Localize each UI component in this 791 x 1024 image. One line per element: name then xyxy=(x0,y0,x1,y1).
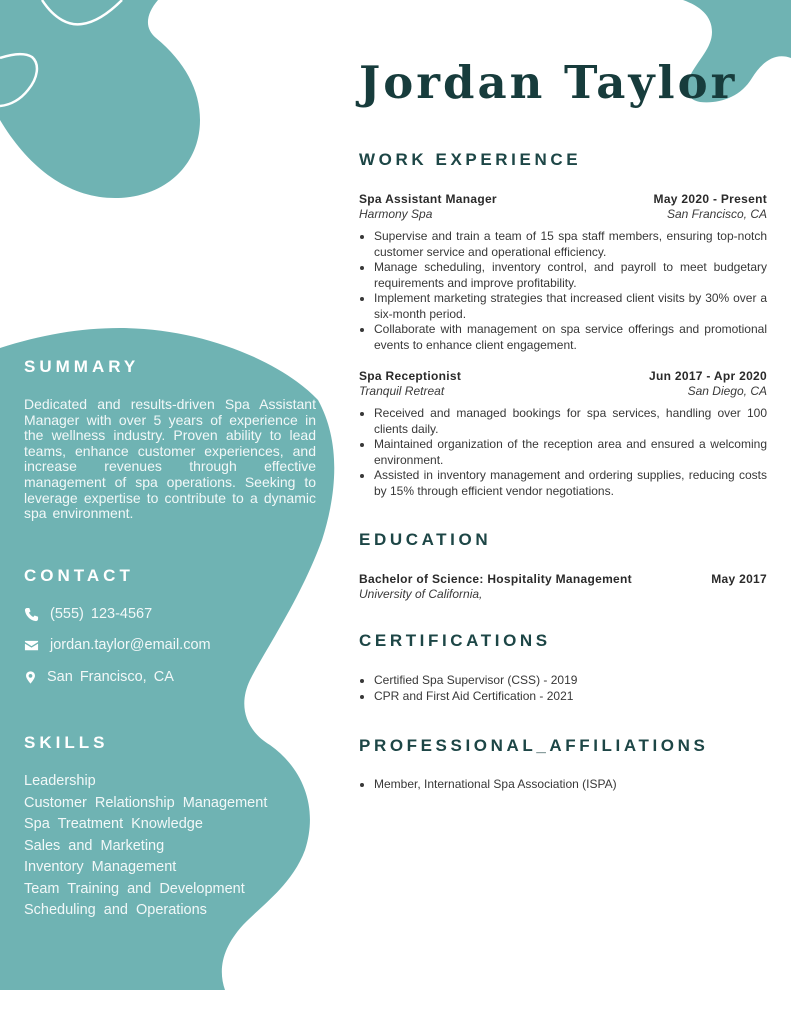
contact-location-text: San Francisco, CA xyxy=(47,669,174,685)
education-entry xyxy=(359,572,767,602)
map-pin-icon xyxy=(24,670,37,685)
work-experience-heading: WORK EXPERIENCE xyxy=(359,150,582,169)
job-bullet: • Supervise and train a team of 15 spa staff members, ensuring top-notch customer service and operational efficiency. xyxy=(374,229,767,260)
affiliations-heading: PROFESSIONAL_AFFILIATIONS xyxy=(359,736,709,755)
job-dates: Jun 2017 - Apr 2020 xyxy=(649,369,767,383)
skill-item: Spa Treatment Knowledge xyxy=(24,816,203,832)
job-company: Harmony Spa xyxy=(359,207,433,221)
skill-item: Sales and Marketing xyxy=(24,837,165,854)
certification-item: • CPR and First Aid Certification - 2021 xyxy=(374,689,767,705)
job-bullet: • Received and managed bookings for spa services, handling over 100 clients daily. xyxy=(374,406,767,437)
affiliation-item: • Member, International Spa Association (ISPA) xyxy=(374,777,767,793)
job-company: Tranquil Retreat xyxy=(359,384,445,398)
contact-heading: CONTACT xyxy=(24,566,134,585)
school: University of California, xyxy=(359,587,483,601)
job-bullet: • Manage scheduling, inventory control, and payroll to meet budgetary requirements and improve profitability. xyxy=(374,260,767,291)
contact-phone[interactable] xyxy=(24,606,152,622)
summary-heading: SUMMARY xyxy=(24,357,140,376)
envelope-icon xyxy=(24,638,39,653)
job-bullets xyxy=(359,406,767,499)
skill-item: Team Training and Development xyxy=(24,880,245,897)
job-role: Spa Assistant Manager xyxy=(359,192,497,206)
degree: Bachelor of Science: Hospitality Management xyxy=(359,572,632,586)
certifications-list xyxy=(359,673,767,704)
job-bullets xyxy=(359,229,767,353)
job-bullet: • Maintained organization of the reception area and ensured a welcoming environment. xyxy=(374,437,767,468)
job-bullet: • Collaborate with management on spa service offerings and promotional events to enhance client engagement. xyxy=(374,322,767,353)
contact-location xyxy=(24,669,174,685)
affiliations-list xyxy=(359,777,767,793)
certification-item: • Certified Spa Supervisor (CSS) - 2019 xyxy=(374,673,767,689)
job-bullet: • Implement marketing strategies that increased client visits by 30% over a six-month period. xyxy=(374,291,767,322)
job-bullet: • Assisted in inventory management and ordering supplies, reducing costs by 15% through efficient vendor negotiations. xyxy=(374,468,767,499)
contact-email-text: jordan.taylor@email.com xyxy=(50,637,211,653)
contact-email[interactable] xyxy=(24,637,211,653)
job-dates: May 2020 - Present xyxy=(653,192,767,206)
job-location: San Francisco, CA xyxy=(666,207,767,221)
job-role: Spa Receptionist xyxy=(359,369,462,383)
phone-icon xyxy=(24,607,39,622)
skill-item: Leadership xyxy=(24,773,96,789)
job-location: San Diego, CA xyxy=(687,384,767,398)
summary-text: Dedicated and results-driven Spa Assistant Manager with over 5 years of experience in the wellness industry. Proven ability to lead teams, enhance customer experiences, and increase revenues through effective management of spa operations. Seeking to leverage expertise to contribute to a dynamic spa environment. xyxy=(24,396,316,522)
skill-item: Inventory Management xyxy=(24,859,177,875)
certifications-heading: CERTIFICATIONS xyxy=(359,631,551,650)
job-entry xyxy=(359,369,767,499)
education-heading: EDUCATION xyxy=(359,530,492,549)
skills-list xyxy=(24,772,267,923)
job-entry xyxy=(359,192,767,353)
skills-heading: SKILLS xyxy=(24,733,109,752)
candidate-name: Jordan Taylor xyxy=(359,56,738,109)
contact-phone-text: (555) 123-4567 xyxy=(50,606,153,622)
graduation-date: May 2017 xyxy=(711,572,767,586)
top-left-blob xyxy=(0,0,200,198)
skill-item: Customer Relationship Management xyxy=(24,794,268,811)
skill-item: Scheduling and Operations xyxy=(24,902,207,918)
